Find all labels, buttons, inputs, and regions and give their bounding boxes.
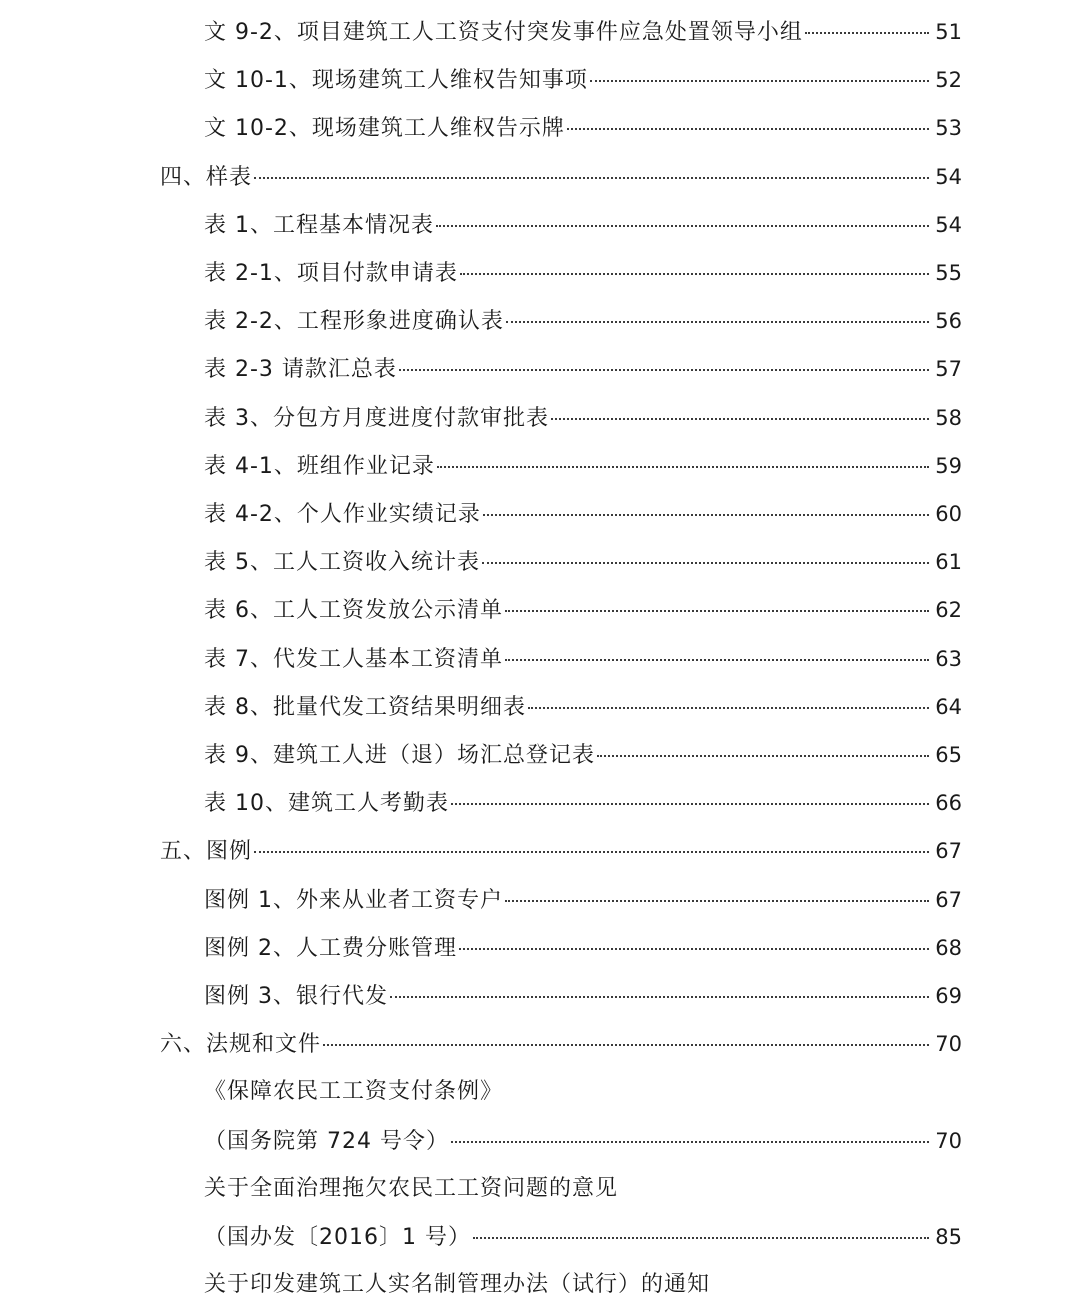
toc-entry-page-number: 63: [935, 646, 962, 671]
toc-entry-page-number: 70: [935, 1032, 962, 1057]
dot-leader: [505, 900, 929, 902]
toc-entry-page-number: 85: [935, 1225, 962, 1249]
dot-leader: [399, 369, 929, 371]
toc-entry[interactable]: [204, 886, 962, 914]
toc-entry[interactable]: [204, 355, 962, 383]
toc-entry-page-number: 66: [935, 791, 962, 816]
toc-entry-page-number: 60: [935, 502, 962, 526]
dot-leader: [567, 128, 929, 130]
dot-leader: [459, 948, 929, 950]
toc-entry-title: 文 10-1、现场建筑工人维权告知事项: [204, 68, 588, 94]
dot-leader: [482, 562, 929, 564]
toc-entry-title: 表 8、批量代发工资结果明细表: [204, 694, 526, 720]
dot-leader: [323, 1044, 929, 1046]
dot-leader: [551, 418, 929, 420]
dot-leader: [505, 610, 929, 612]
toc-entry-title: 表 9、建筑工人进（退）场汇总登记表: [204, 743, 595, 768]
toc-entry-page-number: 58: [935, 405, 962, 430]
toc-entry-title: 图例 3、银行代发: [204, 984, 388, 1009]
toc-entry[interactable]: [204, 934, 962, 962]
dot-leader: [390, 996, 929, 998]
toc-entry[interactable]: [204, 307, 962, 335]
toc-entry[interactable]: [204, 66, 962, 94]
toc-entry[interactable]: [204, 452, 962, 480]
toc-entry-title: 表 1、工程基本情况表: [204, 212, 434, 238]
toc-entry-title: 六、法规和文件: [160, 1032, 322, 1058]
dot-leader: [437, 466, 929, 468]
toc-entry[interactable]: [204, 500, 962, 528]
toc-entry[interactable]: [204, 596, 962, 624]
toc-entry-page-number: 55: [935, 261, 962, 285]
dot-leader: [483, 514, 929, 516]
toc-entry-title: 表 5、工人工资收入统计表: [204, 550, 480, 576]
toc-entry[interactable]: [204, 1175, 618, 1203]
toc-entry-page-number: 70: [935, 1128, 962, 1153]
toc-entry-page-number: 51: [935, 20, 962, 44]
toc-entry-page-number: 62: [935, 598, 962, 623]
toc-entry-page-number: 69: [935, 984, 962, 1008]
toc-entry-title: 图例 2、人工费分账管理: [204, 935, 457, 961]
toc-entry-title: 文 9-2、项目建筑工人工资支付突发事件应急处置领导小组: [204, 20, 803, 45]
toc-entry-title: 表 2-2、工程形象进度确认表: [204, 309, 504, 335]
toc-entry-title: 表 6、工人工资发放公示清单: [204, 598, 503, 624]
toc-entry[interactable]: [204, 741, 962, 769]
dot-leader: [254, 177, 929, 179]
toc-entry-page-number: 67: [935, 887, 962, 912]
dot-leader: [254, 851, 929, 853]
dot-leader: [451, 803, 929, 805]
toc-entry[interactable]: [204, 1078, 503, 1106]
dot-leader: [528, 707, 929, 709]
toc-entry[interactable]: [160, 837, 962, 865]
toc-entry-title: 表 7、代发工人基本工资清单: [204, 646, 503, 672]
toc-entry[interactable]: [204, 211, 962, 239]
toc-entry-page-number: 54: [935, 164, 962, 189]
toc-entry-page-number: 54: [935, 212, 962, 237]
toc-entry-page-number: 59: [935, 453, 962, 478]
dot-leader: [460, 273, 929, 275]
toc-entry-title: 表 10、建筑工人考勤表: [204, 791, 449, 817]
toc-entry-page-number: 52: [935, 68, 962, 93]
toc-entry[interactable]: [204, 1223, 962, 1251]
toc-entry-title: 《保障农民工工资支付条例》: [204, 1079, 504, 1105]
toc-entry[interactable]: [204, 1271, 710, 1299]
toc-entry[interactable]: [204, 548, 962, 576]
toc-entry-page-number: 65: [935, 743, 962, 767]
toc-entry-title: 关于全面治理拖欠农民工工资问题的意见: [204, 1175, 619, 1201]
toc-entry-page-number: 64: [935, 694, 962, 719]
toc-entry-title: 四、样表: [160, 164, 253, 190]
toc-entry-title: 表 3、分包方月度进度付款审批表: [204, 405, 549, 431]
toc-entry-page-number: 53: [935, 116, 962, 141]
toc-entry[interactable]: [204, 982, 962, 1010]
toc-entry-title: 图例 1、外来从业者工资专户: [204, 887, 503, 913]
dot-leader: [805, 32, 929, 34]
toc-entry[interactable]: [204, 259, 962, 287]
toc-entry[interactable]: [204, 1127, 962, 1155]
toc-entry[interactable]: [204, 789, 962, 817]
toc-entry-page-number: 61: [935, 550, 962, 575]
dot-leader: [590, 80, 929, 82]
toc-entry-title: 表 4-2、个人作业实绩记录: [204, 502, 481, 527]
dot-leader: [473, 1237, 929, 1239]
toc-entry-page-number: 67: [935, 839, 962, 864]
dot-leader: [597, 755, 929, 757]
toc-entry[interactable]: [204, 645, 962, 673]
toc-entry-title: 五、图例: [160, 839, 253, 865]
toc-entry[interactable]: [204, 404, 962, 432]
toc-entry-title: 关于印发建筑工人实名制管理办法（试行）的通知: [204, 1272, 711, 1298]
toc-entry-page-number: 57: [935, 357, 962, 382]
toc-entry-title: 表 2-1、项目付款申请表: [204, 261, 458, 286]
dot-leader: [451, 1141, 929, 1143]
dot-leader: [505, 659, 929, 661]
toc-entry[interactable]: [160, 163, 962, 191]
dot-leader: [506, 321, 929, 323]
toc-entry[interactable]: [204, 18, 962, 46]
toc-entry-title: 文 10-2、现场建筑工人维权告示牌: [204, 116, 565, 142]
toc-entry-page-number: 56: [935, 309, 962, 334]
toc-entry-title: 表 2-3 请款汇总表: [204, 357, 397, 383]
dot-leader: [436, 225, 929, 227]
toc-entry[interactable]: [204, 114, 962, 142]
toc-entry-title: 表 4-1、班组作业记录: [204, 453, 435, 479]
toc-entry[interactable]: [160, 1030, 962, 1058]
toc-entry[interactable]: [204, 693, 962, 721]
toc-entry-title: （国办发〔2016〕1 号）: [204, 1225, 471, 1250]
toc-entry-title: （国务院第 724 号令）: [204, 1128, 449, 1154]
toc-entry-page-number: 68: [935, 935, 962, 960]
